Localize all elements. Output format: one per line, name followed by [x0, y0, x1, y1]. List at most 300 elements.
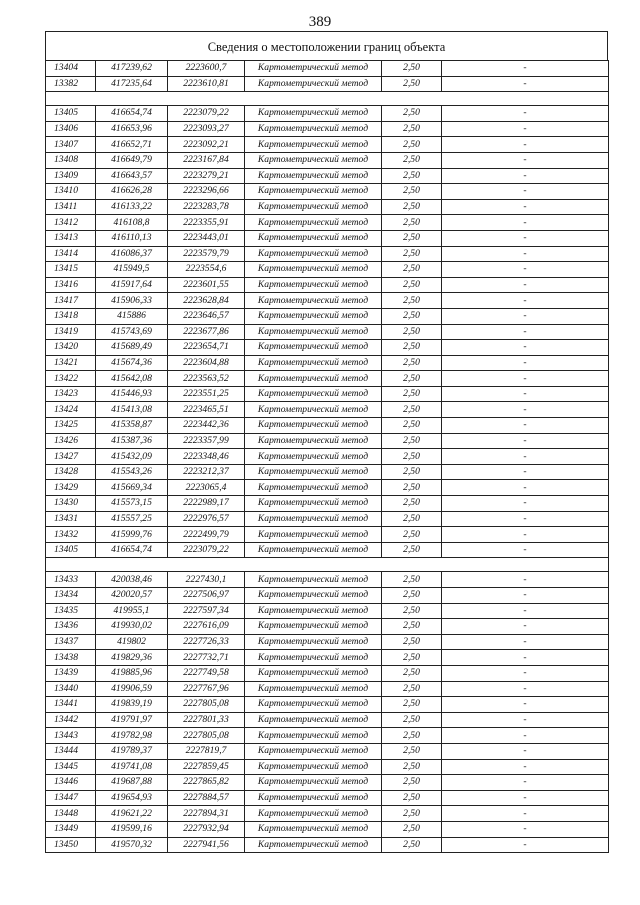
table-row: [46, 230, 609, 246]
accuracy-cell: 2,50: [382, 634, 442, 650]
point-number-cell: 13416: [46, 277, 96, 293]
note-cell: -: [442, 418, 609, 434]
x-coordinate-cell: 416654,74: [96, 542, 168, 558]
method-cell: Картометрический метод: [245, 806, 382, 822]
x-coordinate-cell: 415949,5: [96, 262, 168, 278]
note-cell: -: [442, 215, 609, 231]
x-coordinate-cell: 420020,57: [96, 588, 168, 604]
accuracy-cell: 2,50: [382, 293, 442, 309]
note-cell: -: [442, 496, 609, 512]
accuracy-cell: 2,50: [382, 790, 442, 806]
note-cell: -: [442, 199, 609, 215]
method-cell: Картометрический метод: [245, 619, 382, 635]
note-cell: -: [442, 106, 609, 122]
note-cell: -: [442, 712, 609, 728]
point-number-cell: 13441: [46, 697, 96, 713]
y-coordinate-cell: 2227430,1: [168, 572, 245, 588]
accuracy-cell: 2,50: [382, 759, 442, 775]
x-coordinate-cell: 416110,13: [96, 230, 168, 246]
accuracy-cell: 2,50: [382, 168, 442, 184]
y-coordinate-cell: 2227749,58: [168, 665, 245, 681]
point-number-cell: 13439: [46, 665, 96, 681]
table-row: [46, 743, 609, 759]
note-cell: -: [442, 821, 609, 837]
y-coordinate-cell: 2223212,37: [168, 464, 245, 480]
note-cell: -: [442, 168, 609, 184]
accuracy-cell: 2,50: [382, 199, 442, 215]
y-coordinate-cell: 2227506,97: [168, 588, 245, 604]
method-cell: Картометрический метод: [245, 230, 382, 246]
method-cell: Картометрический метод: [245, 821, 382, 837]
x-coordinate-cell: 415743,69: [96, 324, 168, 340]
table-row: [46, 76, 609, 92]
accuracy-cell: 2,50: [382, 262, 442, 278]
accuracy-cell: 2,50: [382, 61, 442, 77]
note-cell: -: [442, 340, 609, 356]
accuracy-cell: 2,50: [382, 681, 442, 697]
method-cell: Картометрический метод: [245, 775, 382, 791]
y-coordinate-cell: 2223579,79: [168, 246, 245, 262]
y-coordinate-cell: 2227767,96: [168, 681, 245, 697]
point-number-cell: 13445: [46, 759, 96, 775]
note-cell: -: [442, 246, 609, 262]
accuracy-cell: 2,50: [382, 152, 442, 168]
table-row: [46, 790, 609, 806]
x-coordinate-cell: 416086,37: [96, 246, 168, 262]
method-cell: Картометрический метод: [245, 340, 382, 356]
point-number-cell: 13442: [46, 712, 96, 728]
x-coordinate-cell: 416652,71: [96, 137, 168, 153]
table-row: [46, 480, 609, 496]
x-coordinate-cell: 419782,98: [96, 728, 168, 744]
y-coordinate-cell: 2227859,45: [168, 759, 245, 775]
point-number-cell: 13428: [46, 464, 96, 480]
note-cell: -: [442, 665, 609, 681]
accuracy-cell: 2,50: [382, 588, 442, 604]
point-number-cell: 13438: [46, 650, 96, 666]
note-cell: -: [442, 152, 609, 168]
table-row: [46, 821, 609, 837]
accuracy-cell: 2,50: [382, 340, 442, 356]
table-row: [46, 775, 609, 791]
note-cell: -: [442, 743, 609, 759]
x-coordinate-cell: 419687,88: [96, 775, 168, 791]
point-number-cell: 13421: [46, 355, 96, 371]
table-row: [46, 806, 609, 822]
accuracy-cell: 2,50: [382, 246, 442, 262]
x-coordinate-cell: 415358,87: [96, 418, 168, 434]
note-cell: -: [442, 386, 609, 402]
accuracy-cell: 2,50: [382, 542, 442, 558]
y-coordinate-cell: 2223610,81: [168, 76, 245, 92]
method-cell: Картометрический метод: [245, 106, 382, 122]
point-number-cell: 13430: [46, 496, 96, 512]
point-number-cell: 13420: [46, 340, 96, 356]
point-number-cell: 13424: [46, 402, 96, 418]
table-row: [46, 603, 609, 619]
method-cell: Картометрический метод: [245, 449, 382, 465]
method-cell: Картометрический метод: [245, 168, 382, 184]
table-row: [46, 449, 609, 465]
y-coordinate-cell: 2223600,7: [168, 61, 245, 77]
accuracy-cell: 2,50: [382, 728, 442, 744]
method-cell: Картометрический метод: [245, 665, 382, 681]
x-coordinate-cell: 419621,22: [96, 806, 168, 822]
note-cell: -: [442, 308, 609, 324]
x-coordinate-cell: 416643,57: [96, 168, 168, 184]
table-row: [46, 246, 609, 262]
note-cell: -: [442, 806, 609, 822]
accuracy-cell: 2,50: [382, 277, 442, 293]
note-cell: -: [442, 790, 609, 806]
x-coordinate-cell: 415543,26: [96, 464, 168, 480]
y-coordinate-cell: 2223348,46: [168, 449, 245, 465]
table-row: [46, 324, 609, 340]
point-number-cell: 13405: [46, 106, 96, 122]
note-cell: -: [442, 324, 609, 340]
method-cell: Картометрический метод: [245, 681, 382, 697]
y-coordinate-cell: 2222976,57: [168, 511, 245, 527]
table-row: [46, 527, 609, 543]
y-coordinate-cell: 2223296,66: [168, 184, 245, 200]
method-cell: Картометрический метод: [245, 386, 382, 402]
y-coordinate-cell: 2223551,25: [168, 386, 245, 402]
point-number-cell: 13431: [46, 511, 96, 527]
method-cell: Картометрический метод: [245, 433, 382, 449]
accuracy-cell: 2,50: [382, 480, 442, 496]
y-coordinate-cell: 2223654,71: [168, 340, 245, 356]
method-cell: Картометрический метод: [245, 697, 382, 713]
table-row: [46, 61, 609, 77]
y-coordinate-cell: 2223092,21: [168, 137, 245, 153]
point-number-cell: 13405: [46, 542, 96, 558]
y-coordinate-cell: 2223279,21: [168, 168, 245, 184]
x-coordinate-cell: 416654,74: [96, 106, 168, 122]
note-cell: -: [442, 603, 609, 619]
table-row: [46, 572, 609, 588]
accuracy-cell: 2,50: [382, 371, 442, 387]
table-row: [46, 634, 609, 650]
table-row: [46, 402, 609, 418]
point-number-cell: 13446: [46, 775, 96, 791]
accuracy-cell: 2,50: [382, 821, 442, 837]
table-row: [46, 262, 609, 278]
method-cell: Картометрический метод: [245, 277, 382, 293]
note-cell: -: [442, 588, 609, 604]
y-coordinate-cell: 2223079,22: [168, 542, 245, 558]
note-cell: -: [442, 480, 609, 496]
accuracy-cell: 2,50: [382, 386, 442, 402]
method-cell: Картометрический метод: [245, 634, 382, 650]
accuracy-cell: 2,50: [382, 137, 442, 153]
x-coordinate-cell: 419654,93: [96, 790, 168, 806]
y-coordinate-cell: 2223554,6: [168, 262, 245, 278]
method-cell: Картометрический метод: [245, 464, 382, 480]
separator-cell: [46, 92, 609, 106]
table-row: [46, 665, 609, 681]
note-cell: -: [442, 355, 609, 371]
method-cell: Картометрический метод: [245, 588, 382, 604]
y-coordinate-cell: 2222499,79: [168, 527, 245, 543]
accuracy-cell: 2,50: [382, 665, 442, 681]
x-coordinate-cell: 415886: [96, 308, 168, 324]
x-coordinate-cell: 417235,64: [96, 76, 168, 92]
y-coordinate-cell: 2227894,31: [168, 806, 245, 822]
accuracy-cell: 2,50: [382, 572, 442, 588]
table-row: [46, 371, 609, 387]
y-coordinate-cell: 2223442,36: [168, 418, 245, 434]
x-coordinate-cell: 416133,22: [96, 199, 168, 215]
table-row: [46, 681, 609, 697]
note-cell: -: [442, 184, 609, 200]
table-row: [46, 542, 609, 558]
y-coordinate-cell: 2227932,94: [168, 821, 245, 837]
note-cell: -: [442, 262, 609, 278]
method-cell: Картометрический метод: [245, 184, 382, 200]
point-number-cell: 13444: [46, 743, 96, 759]
x-coordinate-cell: 419906,59: [96, 681, 168, 697]
x-coordinate-cell: 419955,1: [96, 603, 168, 619]
x-coordinate-cell: 419570,32: [96, 837, 168, 853]
x-coordinate-cell: 415906,33: [96, 293, 168, 309]
point-number-cell: 13450: [46, 837, 96, 853]
y-coordinate-cell: 2227884,57: [168, 790, 245, 806]
x-coordinate-cell: 415689,49: [96, 340, 168, 356]
accuracy-cell: 2,50: [382, 324, 442, 340]
note-cell: -: [442, 277, 609, 293]
note-cell: -: [442, 542, 609, 558]
method-cell: Картометрический метод: [245, 496, 382, 512]
note-cell: -: [442, 527, 609, 543]
method-cell: Картометрический метод: [245, 743, 382, 759]
x-coordinate-cell: 416108,8: [96, 215, 168, 231]
note-cell: -: [442, 433, 609, 449]
method-cell: Картометрический метод: [245, 61, 382, 77]
note-cell: -: [442, 293, 609, 309]
table-row: [46, 759, 609, 775]
x-coordinate-cell: 415999,76: [96, 527, 168, 543]
accuracy-cell: 2,50: [382, 215, 442, 231]
table-row: [46, 433, 609, 449]
point-number-cell: 13415: [46, 262, 96, 278]
table-row: [46, 137, 609, 153]
point-number-cell: 13426: [46, 433, 96, 449]
y-coordinate-cell: 2223079,22: [168, 106, 245, 122]
y-coordinate-cell: 2227941,56: [168, 837, 245, 853]
x-coordinate-cell: 415642,08: [96, 371, 168, 387]
note-cell: -: [442, 837, 609, 853]
method-cell: Картометрический метод: [245, 121, 382, 137]
method-cell: Картометрический метод: [245, 308, 382, 324]
table-row: [46, 418, 609, 434]
accuracy-cell: 2,50: [382, 511, 442, 527]
method-cell: Картометрический метод: [245, 759, 382, 775]
table-row: [46, 106, 609, 122]
x-coordinate-cell: 419829,36: [96, 650, 168, 666]
x-coordinate-cell: 415446,93: [96, 386, 168, 402]
method-cell: Картометрический метод: [245, 402, 382, 418]
note-cell: -: [442, 728, 609, 744]
table-row: [46, 308, 609, 324]
y-coordinate-cell: 2223465,51: [168, 402, 245, 418]
point-number-cell: 13423: [46, 386, 96, 402]
method-cell: Картометрический метод: [245, 527, 382, 543]
accuracy-cell: 2,50: [382, 743, 442, 759]
table-row: [46, 697, 609, 713]
point-number-cell: 13417: [46, 293, 96, 309]
method-cell: Картометрический метод: [245, 355, 382, 371]
table-title: Сведения о местоположении границ объекта: [45, 31, 608, 60]
y-coordinate-cell: 2222989,17: [168, 496, 245, 512]
method-cell: Картометрический метод: [245, 728, 382, 744]
note-cell: -: [442, 449, 609, 465]
point-number-cell: 13434: [46, 588, 96, 604]
note-cell: -: [442, 775, 609, 791]
accuracy-cell: 2,50: [382, 464, 442, 480]
point-number-cell: 13425: [46, 418, 96, 434]
accuracy-cell: 2,50: [382, 619, 442, 635]
x-coordinate-cell: 419930,02: [96, 619, 168, 635]
x-coordinate-cell: 415674,36: [96, 355, 168, 371]
x-coordinate-cell: 419791,97: [96, 712, 168, 728]
x-coordinate-cell: 419741,08: [96, 759, 168, 775]
y-coordinate-cell: 2223283,78: [168, 199, 245, 215]
point-number-cell: 13411: [46, 199, 96, 215]
point-number-cell: 13408: [46, 152, 96, 168]
table-row: [46, 712, 609, 728]
point-number-cell: 13407: [46, 137, 96, 153]
point-number-cell: 13432: [46, 527, 96, 543]
point-number-cell: 13436: [46, 619, 96, 635]
x-coordinate-cell: 420038,46: [96, 572, 168, 588]
point-number-cell: 13429: [46, 480, 96, 496]
table-row: [46, 168, 609, 184]
point-number-cell: 13448: [46, 806, 96, 822]
point-number-cell: 13449: [46, 821, 96, 837]
table-row: [46, 496, 609, 512]
method-cell: Картометрический метод: [245, 371, 382, 387]
table-row: [46, 588, 609, 604]
y-coordinate-cell: 2227801,33: [168, 712, 245, 728]
note-cell: -: [442, 230, 609, 246]
method-cell: Картометрический метод: [245, 712, 382, 728]
table-row: [46, 464, 609, 480]
point-number-cell: 13443: [46, 728, 96, 744]
accuracy-cell: 2,50: [382, 230, 442, 246]
point-number-cell: 13410: [46, 184, 96, 200]
group-separator: [46, 558, 609, 572]
accuracy-cell: 2,50: [382, 308, 442, 324]
table-row: [46, 215, 609, 231]
table-row: [46, 650, 609, 666]
table-row: [46, 728, 609, 744]
y-coordinate-cell: 2223646,57: [168, 308, 245, 324]
method-cell: Картометрический метод: [245, 152, 382, 168]
method-cell: Картометрический метод: [245, 837, 382, 853]
y-coordinate-cell: 2223628,84: [168, 293, 245, 309]
table-row: [46, 386, 609, 402]
x-coordinate-cell: 416626,28: [96, 184, 168, 200]
method-cell: Картометрический метод: [245, 572, 382, 588]
point-number-cell: 13422: [46, 371, 96, 387]
x-coordinate-cell: 415573,15: [96, 496, 168, 512]
boundary-table-sheet: [45, 31, 608, 853]
note-cell: -: [442, 697, 609, 713]
x-coordinate-cell: 415669,34: [96, 480, 168, 496]
point-number-cell: 13435: [46, 603, 96, 619]
method-cell: Картометрический метод: [245, 603, 382, 619]
table-row: [46, 293, 609, 309]
accuracy-cell: 2,50: [382, 527, 442, 543]
table-row: [46, 340, 609, 356]
y-coordinate-cell: 2227865,82: [168, 775, 245, 791]
table-row: [46, 355, 609, 371]
y-coordinate-cell: 2227726,33: [168, 634, 245, 650]
accuracy-cell: 2,50: [382, 496, 442, 512]
x-coordinate-cell: 419599,16: [96, 821, 168, 837]
point-number-cell: 13433: [46, 572, 96, 588]
method-cell: Картометрический метод: [245, 76, 382, 92]
note-cell: -: [442, 681, 609, 697]
method-cell: Картометрический метод: [245, 199, 382, 215]
note-cell: -: [442, 61, 609, 77]
method-cell: Картометрический метод: [245, 542, 382, 558]
method-cell: Картометрический метод: [245, 137, 382, 153]
y-coordinate-cell: 2223601,55: [168, 277, 245, 293]
note-cell: -: [442, 464, 609, 480]
point-number-cell: 13382: [46, 76, 96, 92]
table-row: [46, 121, 609, 137]
page-number: 389: [308, 14, 332, 30]
table-row: [46, 511, 609, 527]
accuracy-cell: 2,50: [382, 402, 442, 418]
accuracy-cell: 2,50: [382, 806, 442, 822]
x-coordinate-cell: 415387,36: [96, 433, 168, 449]
x-coordinate-cell: 415413,08: [96, 402, 168, 418]
note-cell: -: [442, 371, 609, 387]
note-cell: -: [442, 619, 609, 635]
y-coordinate-cell: 2223677,86: [168, 324, 245, 340]
table-row: [46, 277, 609, 293]
y-coordinate-cell: 2227597,34: [168, 603, 245, 619]
accuracy-cell: 2,50: [382, 697, 442, 713]
y-coordinate-cell: 2223357,99: [168, 433, 245, 449]
note-cell: -: [442, 634, 609, 650]
method-cell: Картометрический метод: [245, 418, 382, 434]
coordinates-table: [45, 60, 609, 853]
note-cell: -: [442, 121, 609, 137]
accuracy-cell: 2,50: [382, 837, 442, 853]
accuracy-cell: 2,50: [382, 775, 442, 791]
x-coordinate-cell: 415917,64: [96, 277, 168, 293]
note-cell: -: [442, 650, 609, 666]
accuracy-cell: 2,50: [382, 355, 442, 371]
group-separator: [46, 92, 609, 106]
accuracy-cell: 2,50: [382, 603, 442, 619]
y-coordinate-cell: 2223563,52: [168, 371, 245, 387]
x-coordinate-cell: 419789,37: [96, 743, 168, 759]
method-cell: Картометрический метод: [245, 511, 382, 527]
point-number-cell: 13412: [46, 215, 96, 231]
x-coordinate-cell: 419802: [96, 634, 168, 650]
point-number-cell: 13447: [46, 790, 96, 806]
y-coordinate-cell: 2223604,88: [168, 355, 245, 371]
accuracy-cell: 2,50: [382, 121, 442, 137]
point-number-cell: 13414: [46, 246, 96, 262]
point-number-cell: 13404: [46, 61, 96, 77]
x-coordinate-cell: 417239,62: [96, 61, 168, 77]
table-row: [46, 184, 609, 200]
